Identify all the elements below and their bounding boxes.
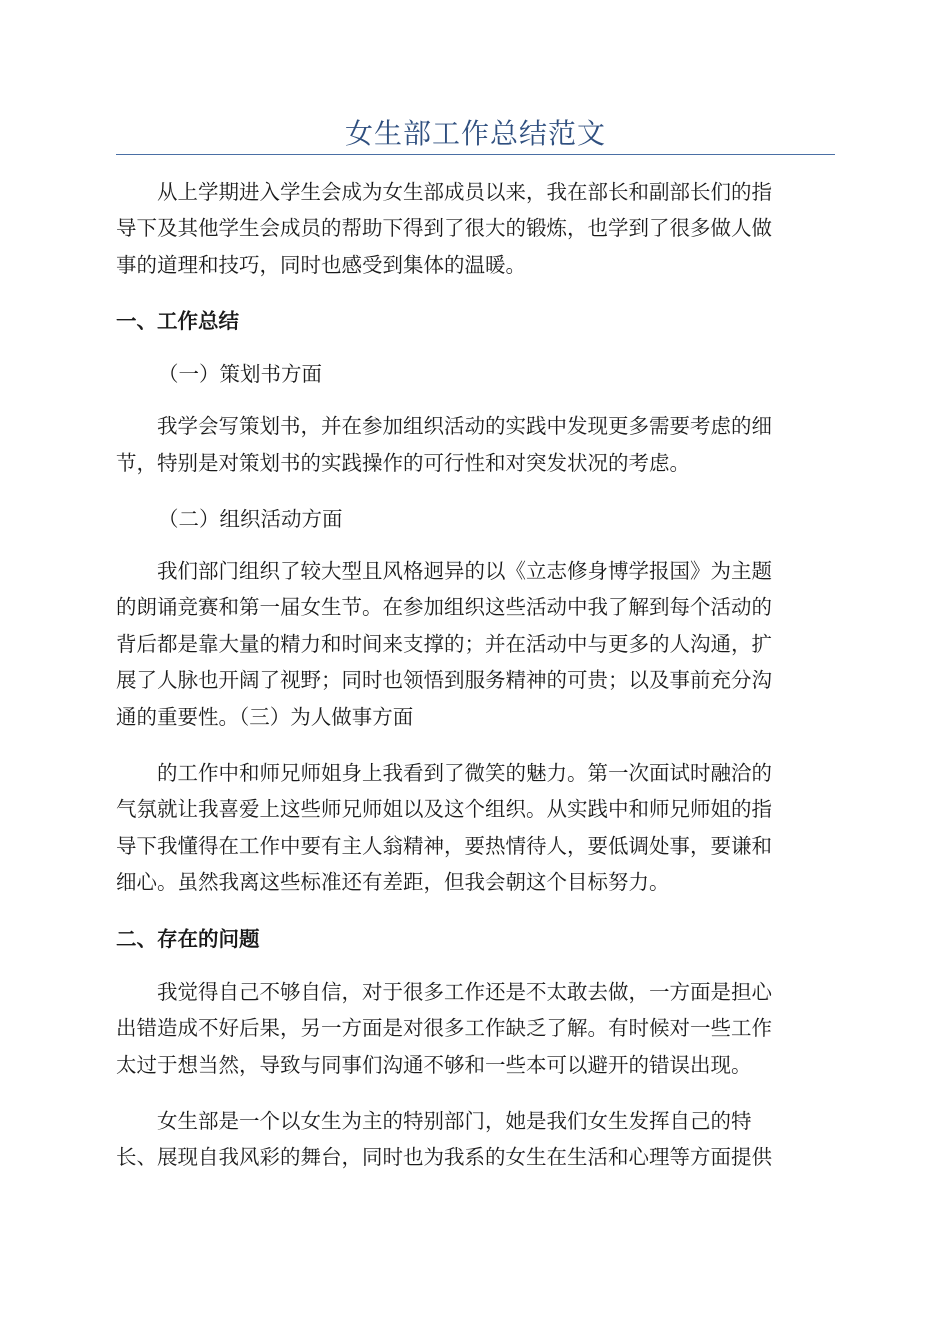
document-title: 女生部工作总结范文 (344, 117, 606, 150)
subheading-activities: （二）组织活动方面 (158, 507, 343, 532)
title-underline (116, 154, 835, 155)
conduct-paragraph: 的工作中和师兄师姐身上我看到了微笑的魅力。第一次面试时融洽的 气氛就让我喜爱上这些师兄师姐以及这个组织。从实践中和师兄师姐的指 导下我懂得在工作中要有主人翁精神，要热情待人，要低调处事，要谦和 细心。虽然我离这些标准还有差距，但我会朝这个目标努力。 (116, 761, 772, 895)
section-heading-work-summary: 一、工作总结 (116, 309, 239, 334)
activities-paragraph: 我们部门组织了较大型且风格迥异的以《立志修身博学报国》为主题 的朗诵竞赛和第一届女生节。在参加组织这些活动中我了解到每个活动的 背后都是靠大量的精力和时间来支撑的；并在活动中与更多的人沟通，扩 展了人脉也开阔了视野；同时也领悟到服务精神的可贵；以及事前充分沟 通的重要性。（三）为人做事方面 (116, 559, 772, 729)
intro-paragraph: 从上学期进入学生会成为女生部成员以来，我在部长和副部长们的指 导下及其他学生会成员的帮助下得到了很大的锻炼，也学到了很多做人做 事的道理和技巧，同时也感受到集体的温暖。 (116, 180, 772, 277)
subheading-planning: （一）策划书方面 (158, 362, 322, 387)
department-paragraph: 女生部是一个以女生为主的特别部门，她是我们女生发挥自己的特 长、展现自我风彩的舞台，同时也为我系的女生在生活和心理等方面提供 (116, 1108, 772, 1170)
problems-paragraph: 我觉得自己不够自信，对于很多工作还是不太敢去做，一方面是担心 出错造成不好后果，另一方面是对很多工作缺乏了解。有时候对一些工作 太过于想当然，导致与同事们沟通不够和一些本可以避开的错误出现。 (116, 979, 772, 1077)
document-body (116, 174, 835, 1196)
planning-paragraph: 我学会写策划书，并在参加组织活动的实践中发现更多需要考虑的细 节，特别是对策划书的实践操作的可行性和对突发状况的考虑。 (116, 414, 772, 475)
section-heading-problems: 二、存在的问题 (116, 926, 260, 951)
